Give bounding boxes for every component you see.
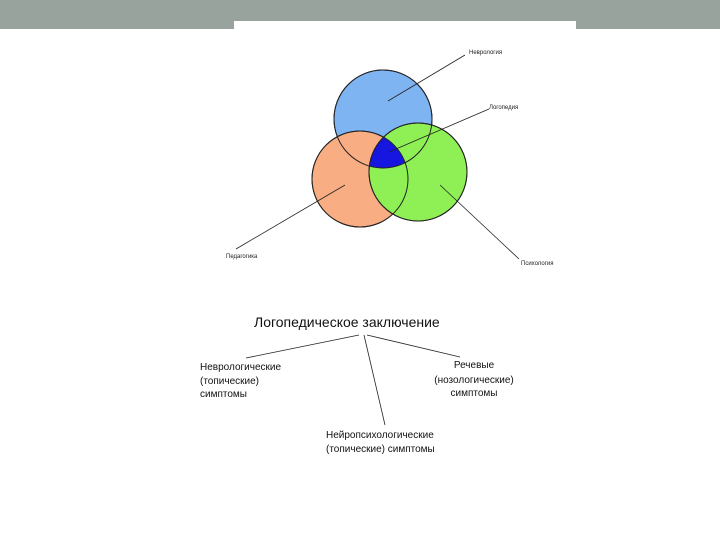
label-pedagogy: Педагогика bbox=[226, 254, 258, 260]
tree-bottom-line-1: Нейропсихологические bbox=[326, 430, 434, 441]
label-speech-therapy: Логопедия bbox=[489, 105, 519, 111]
tree-right-line-3: симптомы bbox=[450, 388, 498, 399]
label-psychology: Психология bbox=[521, 261, 554, 267]
tree-left-line-1: Неврологические bbox=[200, 362, 282, 373]
tree-branch-right bbox=[367, 335, 460, 357]
tree-root-title: Логопедическое заключение bbox=[254, 314, 440, 330]
tree-left-line-2: (топические) bbox=[200, 376, 259, 387]
tree-branch-bottom bbox=[364, 335, 385, 425]
leader-line-psychology bbox=[440, 185, 519, 259]
label-neurology: Неврология bbox=[469, 50, 503, 56]
tree-right-line-1: Речевые bbox=[453, 360, 495, 371]
leader-line-pedagogy bbox=[236, 185, 345, 249]
tree-bottom-line-2: (топические) симптомы bbox=[326, 444, 435, 455]
tree-right-line-2: (нозологические) bbox=[434, 375, 514, 386]
tree-left-line-3: симптомы bbox=[200, 389, 247, 400]
tree-branch-left bbox=[246, 335, 359, 358]
